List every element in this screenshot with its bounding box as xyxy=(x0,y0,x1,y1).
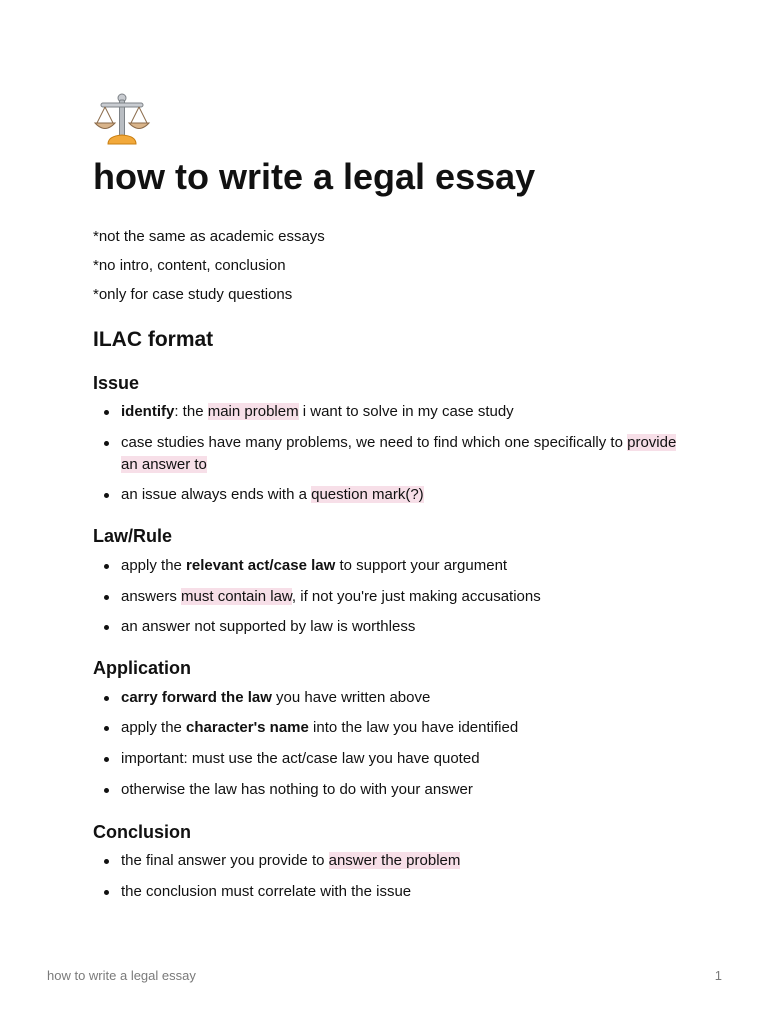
list-item xyxy=(93,586,681,608)
text-span: otherwise the law has nothing to do with your answer xyxy=(121,781,473,798)
footer-title: how to write a legal essay xyxy=(47,968,196,983)
note-1: *not the same as academic essays xyxy=(93,228,325,245)
subheading-conclusion: Conclusion xyxy=(93,822,191,842)
text-span: apply the xyxy=(121,557,187,574)
text-span: : the xyxy=(174,403,208,420)
text-span: important: must use the act/case law you have quoted xyxy=(121,750,480,767)
list-item xyxy=(93,687,681,709)
list-item xyxy=(93,401,681,423)
list-item xyxy=(93,881,681,903)
list-item xyxy=(93,432,681,476)
list-item xyxy=(93,748,681,770)
subheading-law-rule: Law/Rule xyxy=(93,526,173,546)
text-span: case studies have many problems, we need to find which one specifically to xyxy=(121,434,628,451)
text-span: i want to solve in my case study xyxy=(298,403,514,420)
highlight: must contain law xyxy=(181,588,292,605)
highlight: main problem xyxy=(207,403,299,420)
text-span: apply the xyxy=(121,719,187,736)
highlight: answer the problem xyxy=(328,852,461,869)
highlight: provide an answer to xyxy=(121,434,677,473)
subheading-issue: Issue xyxy=(93,373,140,393)
text-span: the conclusion must correlate with the issue xyxy=(121,883,412,900)
text-span: , if not you're just making accusations xyxy=(291,588,541,605)
text-span: into the law you have identified xyxy=(308,719,519,736)
list-item xyxy=(93,555,681,577)
list-item xyxy=(93,779,681,801)
text-span: answers xyxy=(121,588,182,605)
text-span: an issue always ends with a xyxy=(121,486,312,503)
list-item xyxy=(93,484,681,506)
bold-text: relevant act/case law xyxy=(186,557,336,574)
list-item xyxy=(93,616,681,638)
note-3: *only for case study questions xyxy=(93,286,293,303)
text-span: the final answer you provide to xyxy=(121,852,329,869)
subheading-application: Application xyxy=(93,658,191,678)
page-title: how to write a legal essay xyxy=(93,156,536,197)
text-span: an answer not supported by law is worthless xyxy=(121,618,416,635)
bold-text: carry forward the law xyxy=(121,689,272,706)
list-item xyxy=(93,717,681,739)
list-item xyxy=(93,850,681,872)
footer-page-number: 1 xyxy=(714,968,722,983)
section-heading-ilac: ILAC format xyxy=(93,328,214,351)
note-2: *no intro, content, conclusion xyxy=(93,257,286,274)
balance-scale-icon xyxy=(93,92,151,148)
text-span: you have written above xyxy=(271,689,431,706)
bold-text: identify xyxy=(121,403,175,420)
text-span: to support your argument xyxy=(335,557,508,574)
bold-text: character's name xyxy=(186,719,309,736)
highlight: question mark(?) xyxy=(311,486,424,503)
